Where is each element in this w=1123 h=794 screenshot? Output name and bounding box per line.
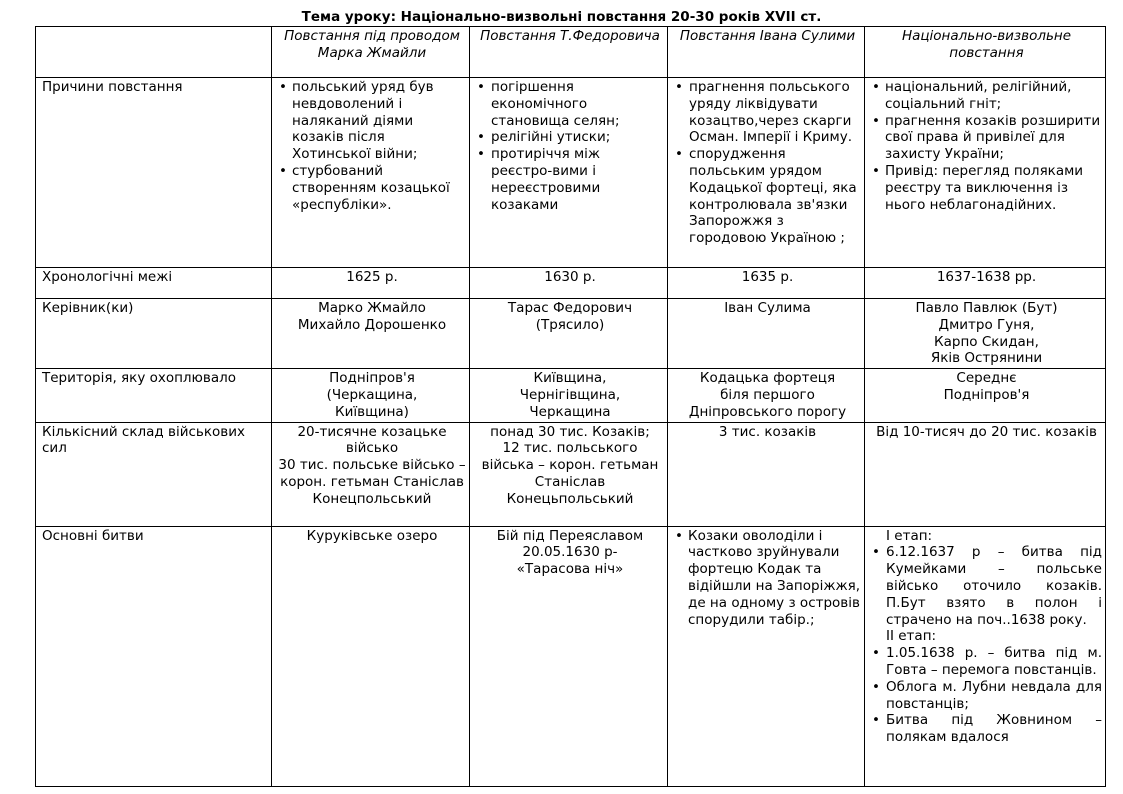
territory-line: Київщина) <box>335 403 409 420</box>
list-item: • 1.05.1638 р. – битва під м. Говта – перемога повстанців. <box>871 645 1102 679</box>
list-item: • прагнення польського уряду ліквідувати козацтво,через скарги Осман. Імперії і Криму. <box>674 79 861 146</box>
territory-line: Київщина, <box>533 370 607 387</box>
cell-territory-national <box>865 369 1106 422</box>
cell-territory-zhmaylo <box>272 369 470 422</box>
cell-leaders-fedorovych <box>470 299 668 369</box>
cell-dates-zhmaylo: 1625 р. <box>272 268 470 299</box>
header-row <box>36 27 1106 78</box>
battle-line: «Тарасова ніч» <box>516 561 624 578</box>
cell-forces-national <box>865 422 1106 526</box>
leader-name: Яків Острянини <box>930 350 1043 367</box>
forces-line: понад 30 тис. Козаків; <box>490 423 650 440</box>
territory-line: (Черкащина, <box>326 386 418 403</box>
row-label-forces: Кількісний склад військових сил <box>36 422 272 526</box>
list-item: • національний, релігійний, соціальний гніт; <box>871 79 1102 113</box>
col-header-zhmaylo: Повстання під проводом Марка Жмайли <box>272 27 470 78</box>
cell-reasons-fedorovych <box>470 78 668 268</box>
list-item: • спорудження польським урядом Кодацької фортеці, яка контролювала зв'язки Запорожжя з городовою Україною ; <box>674 146 861 247</box>
forces-line: 20-тисячне козацьке військо <box>297 423 447 457</box>
row-label-battles: Основні битви <box>36 526 272 786</box>
col-header-empty <box>36 27 272 78</box>
forces-line: 12 тис. польського війська – корон. гетьман Станіслав Конецьпольський <box>481 440 659 507</box>
forces-line: 3 тис. козаків <box>718 423 817 440</box>
list-item: • протиріччя між реєстро-вими і нереєстровими козаками <box>476 146 664 213</box>
stage-heading: ІІ етап: <box>886 628 937 645</box>
cell-reasons-national <box>865 78 1106 268</box>
col-header-sulyma: Повстання Івана Сулими <box>668 27 865 78</box>
page-title: Тема уроку: Національно-визвольні повстання 20-30 років XVII ст. <box>301 9 822 25</box>
row-label-leaders: Керівник(ки) <box>36 299 272 369</box>
table-row-dates <box>36 268 1106 299</box>
cell-forces-zhmaylo <box>272 422 470 526</box>
stage-heading: І етап: <box>886 527 933 544</box>
cell-battles-national <box>865 526 1106 786</box>
list-item: • польський уряд був невдоволений і наляканий діями козаків після Хотинської війни; <box>278 79 466 163</box>
territory-line: Подніпров'я <box>329 370 415 387</box>
list-item: • релігійні утиски; <box>476 129 664 146</box>
cell-forces-sulyma <box>668 422 865 526</box>
territory-line: Середнє <box>956 370 1017 387</box>
list-item: • прагнення козаків розширити свої права й привілеї для захисту України; <box>871 113 1102 163</box>
cell-territory-fedorovych <box>470 369 668 422</box>
territory-line: Черкащина <box>529 403 611 420</box>
cell-reasons-sulyma <box>668 78 865 268</box>
cell-forces-fedorovych <box>470 422 668 526</box>
battle-line: Бій під Переяславом <box>496 527 644 544</box>
row-label-reasons: Причини повстання <box>36 78 272 268</box>
col-header-fedorovych: Повстання Т.Федоровича <box>470 27 668 78</box>
list-item: • Битва під Жовнином – полякам вдалося <box>871 712 1102 746</box>
cell-dates-national: 1637-1638 рр. <box>865 268 1106 299</box>
col-header-national: Національно-визвольне повстання <box>865 27 1106 78</box>
cell-dates-sulyma: 1635 р. <box>668 268 865 299</box>
forces-line: Від 10-тисяч до 20 тис. козаків <box>876 423 1097 440</box>
leader-name: Павло Павлюк (Бут) <box>915 300 1058 316</box>
territory-line: Подніпров'я <box>943 386 1030 403</box>
table-row-leaders <box>36 299 1106 369</box>
leader-name: Михайло Дорошенко <box>297 316 447 333</box>
leader-name: Тарас Федорович <box>507 300 633 316</box>
cell-leaders-national <box>865 299 1106 369</box>
list-item: • Козаки оволоділи і частково зруйнували фортецю Кодак та відійшли на Запоріжжя, де на одному з островів спорудили табір.; <box>674 528 861 629</box>
leader-name: (Трясило) <box>535 316 605 333</box>
territory-line: біля першого <box>720 386 815 403</box>
battle-line: 20.05.1630 р- <box>522 544 618 561</box>
territory-line: Дніпровського порогу <box>688 403 847 420</box>
cell-battles-sulyma <box>668 526 865 786</box>
row-label-dates: Хронологічні межі <box>36 268 272 299</box>
territory-line: Кодацька фортеця <box>699 370 836 387</box>
cell-battles-zhmaylo: Куруківське озеро <box>272 526 470 786</box>
uprisings-table <box>35 26 1106 787</box>
cell-territory-sulyma <box>668 369 865 422</box>
table-row-battles <box>36 526 1106 786</box>
table-row-reasons <box>36 78 1106 268</box>
cell-leaders-sulyma <box>668 299 865 369</box>
forces-line: 30 тис. польське військо – корон. гетьман Станіслав Конецпольський <box>278 457 466 507</box>
cell-reasons-zhmaylo <box>272 78 470 268</box>
list-item: • Облога м. Лубни невдала для повстанців; <box>871 679 1102 713</box>
table-row-forces <box>36 422 1106 526</box>
leader-name: Карпо Скидан, <box>934 333 1039 350</box>
leader-name: Марко Жмайло <box>318 300 426 316</box>
table-row-territory <box>36 369 1106 422</box>
list-item: • Привід: перегляд поляками реєстру та виключення із нього неблагонадійних. <box>871 163 1102 213</box>
territory-line: Чернігівщина, <box>519 386 621 403</box>
list-item: • 6.12.1637 р – битва під Кумейками – польське військо оточило козаків. П.Бут взято в полон і страчено на поч..1638 року. <box>871 544 1102 628</box>
row-label-territory: Територія, яку охоплювало <box>36 369 272 422</box>
cell-battles-fedorovych <box>470 526 668 786</box>
leader-name: Іван Сулима <box>724 300 811 316</box>
leader-name: Дмитро Гуня, <box>938 316 1035 333</box>
list-item: • погіршення економічного становища селян; <box>476 79 664 129</box>
list-item: • стурбований створенням козацької «республіки». <box>278 163 466 213</box>
cell-leaders-zhmaylo <box>272 299 470 369</box>
cell-dates-fedorovych: 1630 р. <box>470 268 668 299</box>
